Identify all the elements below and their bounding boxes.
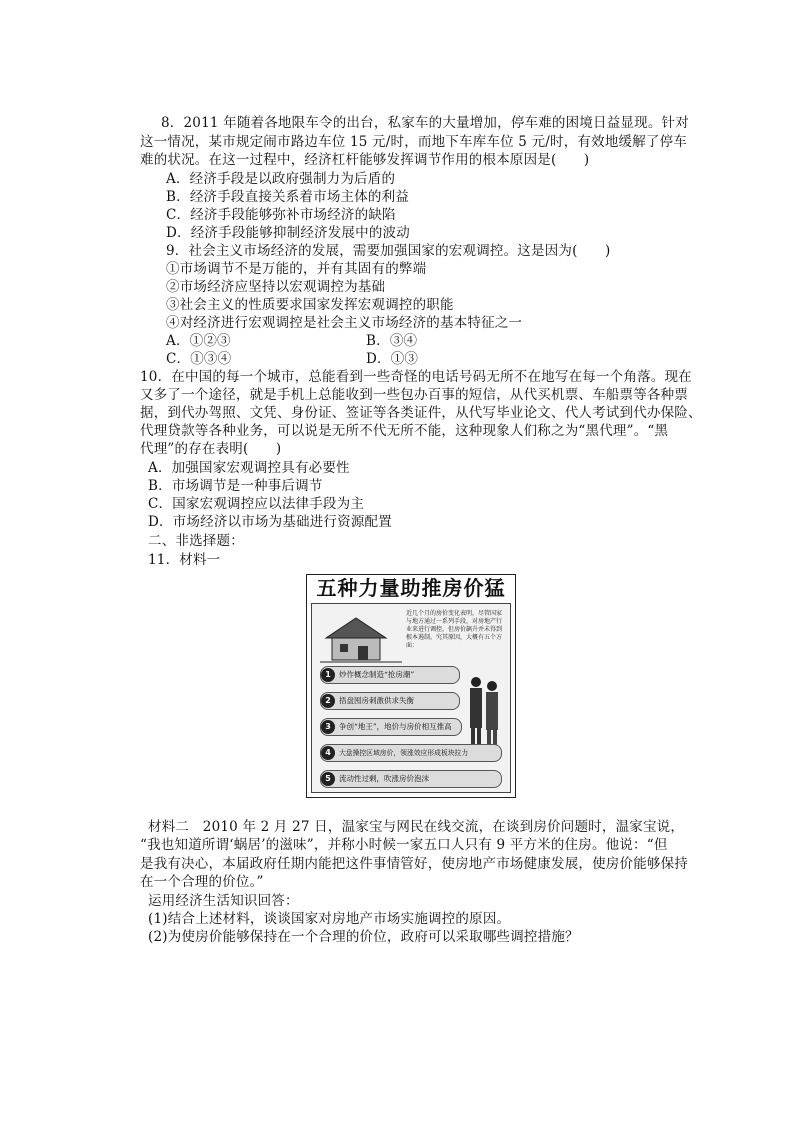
q10-option-a: A．加强国家宏观调控具有必要性 — [148, 460, 350, 476]
figure-list-item — [320, 666, 460, 684]
q8-stem-line: 难的状况。在这一过程中，经济杠杆能够发挥调节作用的根本原因是( ) — [140, 152, 590, 168]
q8-stem-line: 这一情况，某市规定闹市路边车位 15 元/时，而地下车库车位 5 元/时，有效地缓解了停车 — [140, 134, 688, 150]
q9-statement-2: ②市场经济应坚持以宏观调控为基础 — [166, 279, 386, 295]
house-illustration-icon — [316, 608, 406, 666]
q11-material2-line: “我也知道所谓‘蜗居’的滋味”，并称小时候一家五口人只有 9 平方米的住房。他说：“但 — [140, 837, 668, 853]
q10-stem-line: 代理”的存在表明( ) — [140, 441, 282, 457]
q11-material2-line: 是我有决心，本届政府任期内能把这件事情管好，使房地产市场健康发展，使房价能够保持 — [140, 856, 688, 872]
number-badge-icon: 4 — [321, 746, 335, 760]
q9-statement-4: ④对经济进行宏观调控是社会主义市场经济的基本特征之一 — [166, 315, 523, 331]
q10-option-c: C．国家宏观调控应以法律手段为主 — [148, 496, 365, 512]
figure-list-item — [320, 692, 460, 710]
number-badge-icon: 5 — [321, 772, 335, 786]
q11-material2-line: 在一个合理的价位。” — [140, 874, 264, 890]
figure-item-text: 大盘操控区域房价，领涨效应形成板块拉力 — [339, 749, 469, 757]
figure-item-text: 炒作概念制造“抢房潮” — [339, 670, 415, 679]
section-heading: 二、非选择题： — [148, 533, 244, 549]
q9-option-d: D．①③ — [366, 351, 419, 367]
q9-statement-3: ③社会主义的性质要求国家发挥宏观调控的职能 — [166, 297, 454, 313]
q9-statement-1: ①市场调节不是万能的，并有其固有的弊端 — [166, 261, 427, 277]
figure-list-item — [320, 718, 462, 736]
figure-item-text: 捂盘囤房刺激供求失衡 — [339, 696, 414, 705]
q8-option-b: B．经济手段直接关系着市场主体的利益 — [166, 189, 410, 205]
q10-option-d: D．市场经济以市场为基础进行资源配置 — [148, 514, 392, 530]
q8-option-c: C．经济手段能够弥补市场经济的缺陷 — [166, 207, 396, 223]
q9-stem: 9．社会主义市场经济的发展，需要加强国家的宏观调控。这是因为( ) — [166, 243, 611, 259]
q8-stem-line: 8．2011 年随着各地限车令的出台，私家车的大量增加，停车难的困境日益显现。针对 — [161, 115, 689, 131]
q10-option-b: B．市场调节是一种事后调节 — [148, 478, 323, 494]
figure-title: 五种力量助推房价猛 — [316, 576, 506, 600]
figure-item-text: 流动性过剩，吹涨房价泡沫 — [339, 774, 429, 783]
q10-stem-line: 据，到代办驾照、文凭、身份证、签证等各类证件，从代写毕业论文、代人考试到代办保险、 — [140, 405, 702, 421]
figure-list-item — [320, 770, 502, 788]
figure-list-item — [320, 744, 502, 762]
q8-option-a: A．经济手段是以政府强制力为后盾的 — [166, 171, 396, 187]
q9-option-a: A．①②③ — [166, 333, 231, 349]
q11-subquestion-2: (2)为使房价能够保持在一个合理的价位，政府可以采取哪些调控措施？ — [148, 929, 579, 945]
q11-subquestion-1: (1)结合上述材料，谈谈国家对房地产市场实施调控的原因。 — [148, 911, 511, 927]
q10-stem-line: 代理贷款等各种业务，可以说是无所不代无所不能，这种现象人们称之为“黑代理”。“黑 — [140, 423, 669, 439]
q9-option-b: B．③④ — [366, 333, 418, 349]
q9-option-c: C．①③④ — [166, 351, 232, 367]
figure-panel — [311, 603, 511, 793]
q11-material2-line: 材料二 2010 年 2 月 27 日，温家宝与网民在线交流，在谈到房价问题时，温家宝说， — [148, 819, 685, 835]
q10-stem-line: 10．在中国的每一个城市，总能看到一些奇怪的电话号码无所不在地写在每一个角落。现在 — [140, 369, 692, 385]
q10-stem-line: 又多了一个途径，就是手机上总能收到一些包办百事的短信，从代买机票、车船票等各种票 — [140, 387, 688, 403]
q11-instruction: 运用经济生活知识回答： — [148, 893, 299, 909]
material-figure — [306, 574, 516, 798]
number-badge-icon: 3 — [321, 720, 335, 734]
figure-item-text: 争创“地王”，地价与房价相互推高 — [339, 722, 452, 731]
figure-intro-text: 近几个月的房价变化表明，尽管国家与地方通过一系列手段，对房地产行业来进行调控，但房价飙升并未得到根本遏制。究其原因，大概有五个方面： — [406, 610, 503, 649]
number-badge-icon: 1 — [321, 668, 335, 682]
number-badge-icon: 2 — [321, 694, 335, 708]
q8-option-d: D．经济手段能够抑制经济发展中的波动 — [166, 225, 410, 241]
q11-material1-label: 11．材料一 — [148, 552, 221, 568]
